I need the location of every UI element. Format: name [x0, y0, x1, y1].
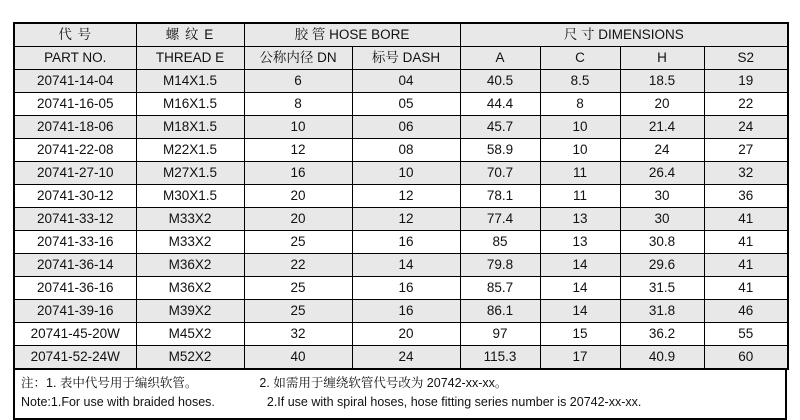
hose-fitting-spec-table: [13, 22, 789, 370]
cell-thread: M36X2: [136, 254, 244, 277]
cell-c: 11: [540, 162, 620, 185]
cell-c: 8.5: [540, 70, 620, 93]
cell-a: 45.7: [460, 116, 540, 139]
cell-a: 79.8: [460, 254, 540, 277]
cell-part-no: 20741-36-16: [14, 277, 136, 300]
header-row-chinese: [14, 23, 788, 47]
cell-part-no: 20741-45-20W: [14, 323, 136, 346]
cell-s2: 41: [704, 277, 788, 300]
cell-a: 85: [460, 231, 540, 254]
cell-dn: 25: [244, 300, 352, 323]
header-c: C: [540, 47, 620, 70]
cell-s2: 41: [704, 231, 788, 254]
table-body: [14, 70, 788, 370]
cell-dn: 16: [244, 162, 352, 185]
cell-thread: M14X1.5: [136, 70, 244, 93]
cell-part-no: 20741-18-06: [14, 116, 136, 139]
cell-dash: 05: [352, 93, 460, 116]
cell-a: 85.7: [460, 277, 540, 300]
header-thread-cn: 螺 纹 E: [136, 23, 244, 47]
header-h: H: [620, 47, 704, 70]
notes-label-cn: 注：: [21, 376, 47, 390]
cell-part-no: 20741-33-12: [14, 208, 136, 231]
notes-item2-en: 2.If use with spiral hoses, hose fitting series number is 20742-xx-xx.: [266, 395, 642, 410]
cell-a: 40.5: [460, 70, 540, 93]
cell-h: 30: [620, 208, 704, 231]
cell-c: 17: [540, 346, 620, 370]
cell-dash: 12: [352, 185, 460, 208]
cell-c: 10: [540, 139, 620, 162]
cell-part-no: 20741-22-08: [14, 139, 136, 162]
cell-s2: 60: [704, 346, 788, 370]
cell-c: 8: [540, 93, 620, 116]
cell-h: 36.2: [620, 323, 704, 346]
cell-h: 31.5: [620, 277, 704, 300]
cell-dash: 16: [352, 231, 460, 254]
cell-dn: 32: [244, 323, 352, 346]
cell-dn: 25: [244, 231, 352, 254]
cell-dash: 10: [352, 162, 460, 185]
cell-part-no: 20741-52-24W: [14, 346, 136, 370]
cell-s2: 32: [704, 162, 788, 185]
table-row: [14, 162, 788, 185]
table-row: [14, 116, 788, 139]
cell-thread: M39X2: [136, 300, 244, 323]
cell-part-no: 20741-27-10: [14, 162, 136, 185]
cell-part-no: 20741-14-04: [14, 70, 136, 93]
cell-h: 31.8: [620, 300, 704, 323]
cell-thread: M22X1.5: [136, 139, 244, 162]
table-row: [14, 254, 788, 277]
cell-dash: 24: [352, 346, 460, 370]
cell-thread: M33X2: [136, 208, 244, 231]
cell-c: 14: [540, 300, 620, 323]
cell-part-no: 20741-39-16: [14, 300, 136, 323]
cell-c: 14: [540, 277, 620, 300]
cell-dn: 6: [244, 70, 352, 93]
cell-h: 18.5: [620, 70, 704, 93]
cell-c: 15: [540, 323, 620, 346]
cell-h: 30: [620, 185, 704, 208]
table-row: [14, 93, 788, 116]
cell-thread: M27X1.5: [136, 162, 244, 185]
cell-s2: 41: [704, 254, 788, 277]
cell-h: 21.4: [620, 116, 704, 139]
cell-a: 58.9: [460, 139, 540, 162]
cell-dn: 25: [244, 277, 352, 300]
notes-item1-en: 1.For use with braided hoses.: [50, 395, 215, 410]
header-s2: S2: [704, 47, 788, 70]
cell-s2: 46: [704, 300, 788, 323]
cell-part-no: 20741-36-14: [14, 254, 136, 277]
cell-s2: 41: [704, 208, 788, 231]
notes-item1-cn: 1. 表中代号用于编织软管。: [46, 376, 198, 390]
cell-dn: 20: [244, 185, 352, 208]
notes-block: [13, 370, 787, 420]
cell-thread: M45X2: [136, 323, 244, 346]
cell-a: 70.7: [460, 162, 540, 185]
table-header: [14, 23, 788, 70]
cell-dash: 12: [352, 208, 460, 231]
notes-label-en: Note:: [21, 395, 51, 410]
cell-c: 14: [540, 254, 620, 277]
cell-a: 44.4: [460, 93, 540, 116]
cell-s2: 22: [704, 93, 788, 116]
cell-h: 30.8: [620, 231, 704, 254]
cell-dn: 20: [244, 208, 352, 231]
cell-dash: 16: [352, 300, 460, 323]
header-dash: 标号 DASH: [352, 47, 460, 70]
cell-part-no: 20741-33-16: [14, 231, 136, 254]
cell-s2: 27: [704, 139, 788, 162]
cell-thread: M52X2: [136, 346, 244, 370]
cell-a: 78.1: [460, 185, 540, 208]
cell-dn: 12: [244, 139, 352, 162]
cell-h: 29.6: [620, 254, 704, 277]
cell-part-no: 20741-30-12: [14, 185, 136, 208]
cell-c: 10: [540, 116, 620, 139]
header-partno-cn: 代 号: [14, 23, 136, 47]
cell-thread: M33X2: [136, 231, 244, 254]
cell-s2: 24: [704, 116, 788, 139]
cell-thread: M30X1.5: [136, 185, 244, 208]
cell-c: 11: [540, 185, 620, 208]
cell-dn: 10: [244, 116, 352, 139]
cell-s2: 36: [704, 185, 788, 208]
cell-dash: 20: [352, 323, 460, 346]
header-a: A: [460, 47, 540, 70]
cell-a: 77.4: [460, 208, 540, 231]
cell-thread: M18X1.5: [136, 116, 244, 139]
cell-a: 97: [460, 323, 540, 346]
header-dimensions-group: 尺 寸 DIMENSIONS: [460, 23, 788, 47]
cell-h: 20: [620, 93, 704, 116]
notes-line-chinese: [21, 374, 779, 393]
header-dn: 公称内径 DN: [244, 47, 352, 70]
cell-dash: 04: [352, 70, 460, 93]
table-row: [14, 277, 788, 300]
cell-a: 86.1: [460, 300, 540, 323]
table-row: [14, 139, 788, 162]
cell-dn: 8: [244, 93, 352, 116]
table-row: [14, 300, 788, 323]
header-thread-en: THREAD E: [136, 47, 244, 70]
cell-a: 115.3: [460, 346, 540, 370]
header-row-english: [14, 47, 788, 70]
table-row: [14, 231, 788, 254]
table-row: [14, 208, 788, 231]
notes-line-english: [21, 393, 779, 412]
header-hose-bore-group: 胶 管 HOSE BORE: [244, 23, 460, 47]
header-partno-en: PART NO.: [14, 47, 136, 70]
cell-s2: 55: [704, 323, 788, 346]
table-row: [14, 185, 788, 208]
cell-h: 24: [620, 139, 704, 162]
table-row: [14, 70, 788, 93]
notes-item2-cn: 2. 如需用于缠绕软管代号改为 20742-xx-xx。: [259, 376, 508, 390]
cell-s2: 19: [704, 70, 788, 93]
cell-dash: 08: [352, 139, 460, 162]
cell-c: 13: [540, 208, 620, 231]
cell-thread: M16X1.5: [136, 93, 244, 116]
cell-dash: 14: [352, 254, 460, 277]
cell-dn: 40: [244, 346, 352, 370]
cell-part-no: 20741-16-05: [14, 93, 136, 116]
cell-h: 26.4: [620, 162, 704, 185]
cell-dash: 16: [352, 277, 460, 300]
cell-c: 13: [540, 231, 620, 254]
cell-thread: M36X2: [136, 277, 244, 300]
cell-dash: 06: [352, 116, 460, 139]
table-row: [14, 346, 788, 370]
cell-dn: 22: [244, 254, 352, 277]
cell-h: 40.9: [620, 346, 704, 370]
table-row: [14, 323, 788, 346]
